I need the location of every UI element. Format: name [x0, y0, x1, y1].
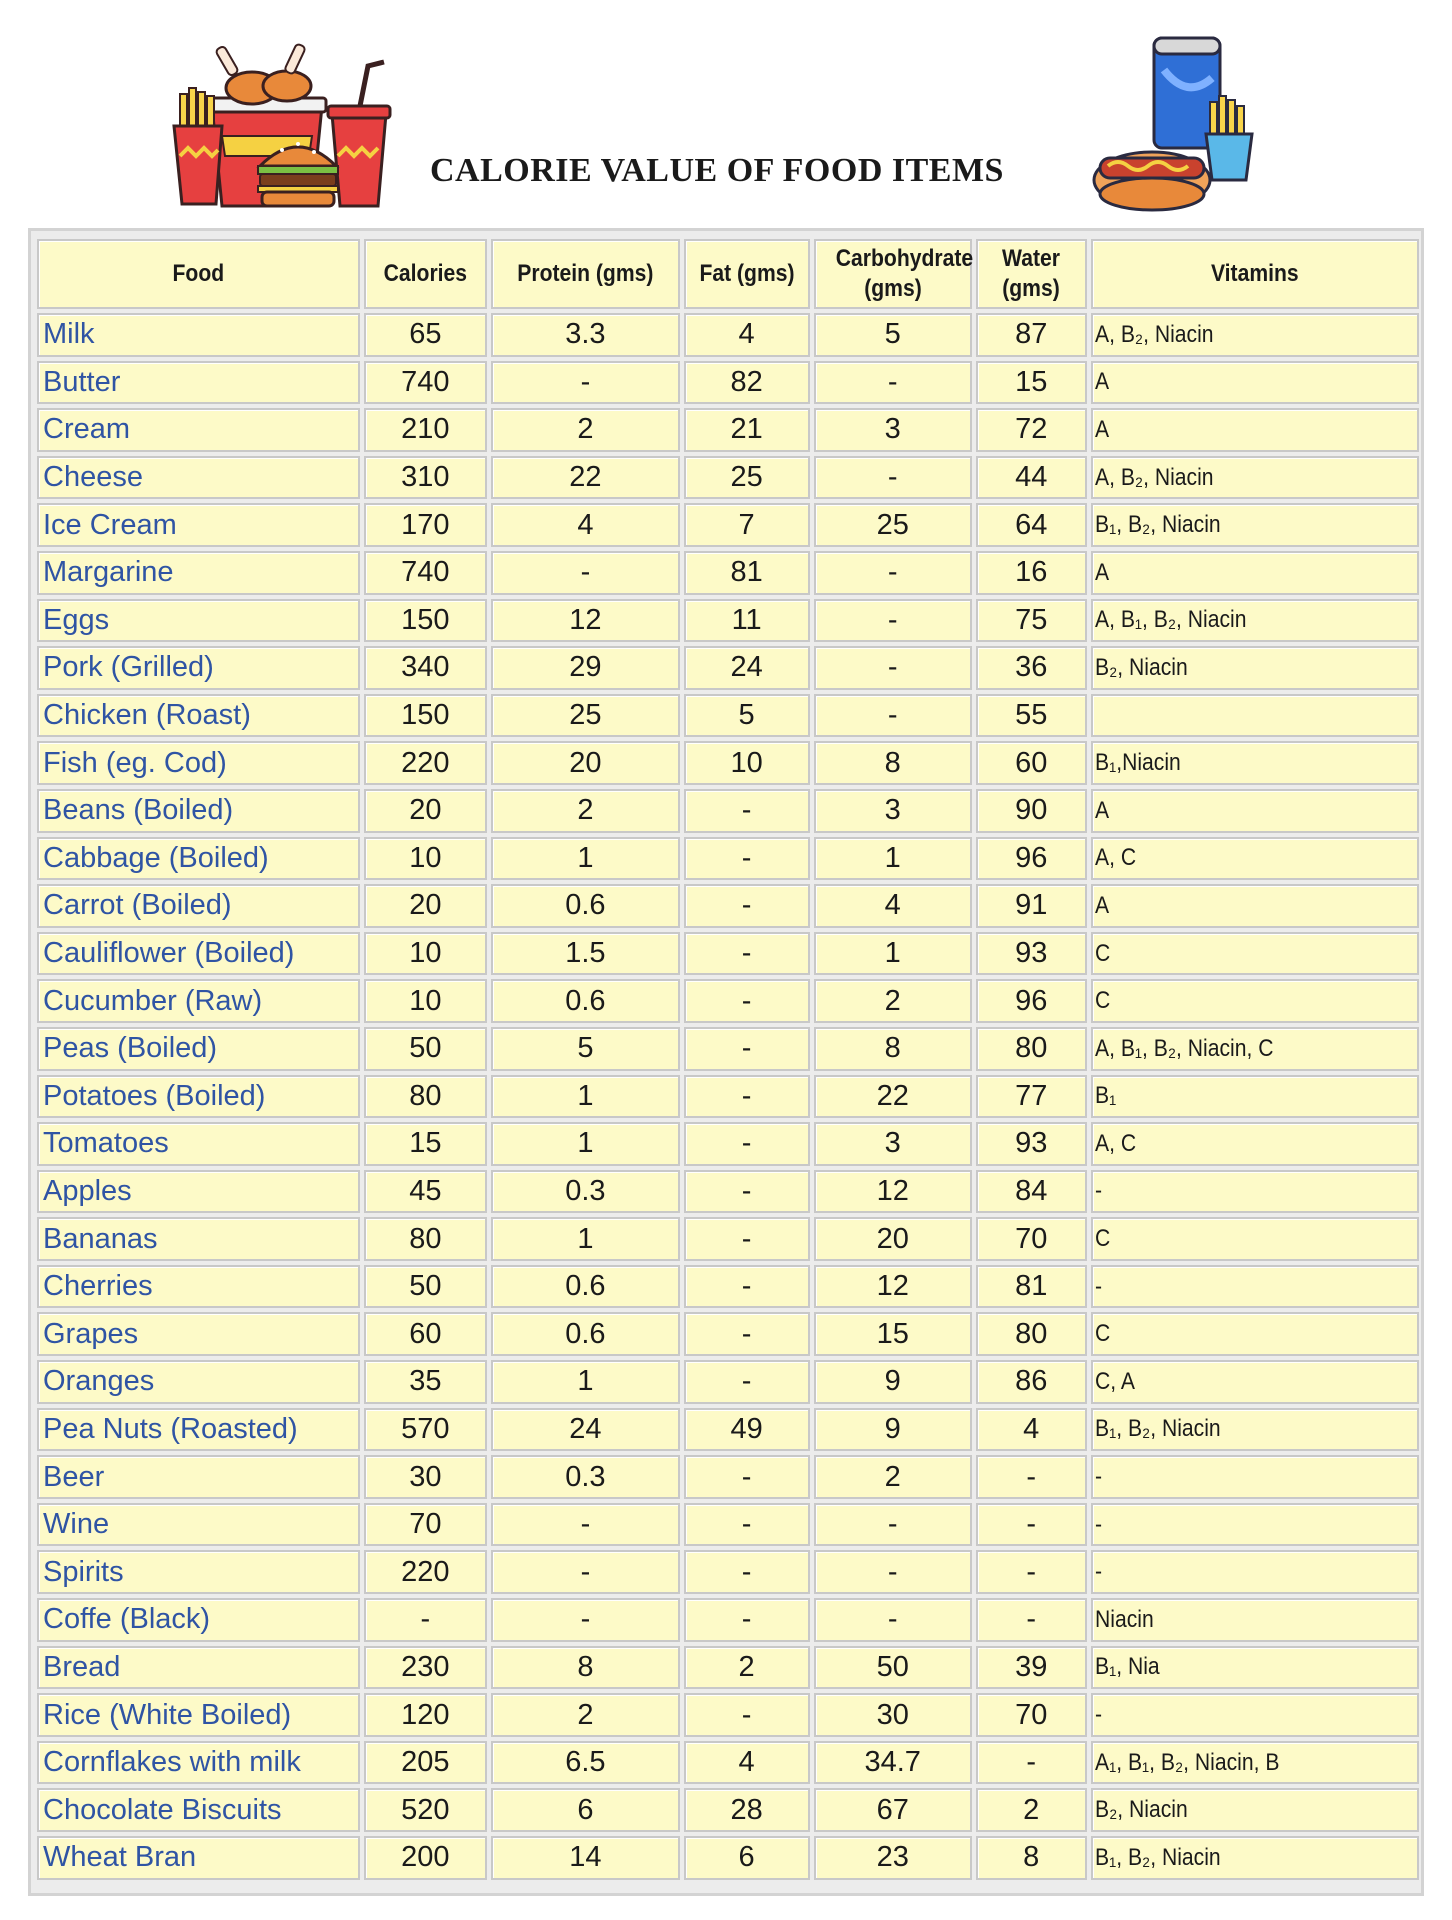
- food-name-cell: Beer: [37, 1455, 360, 1499]
- value-cell: -: [491, 551, 680, 595]
- value-cell: -: [684, 1027, 810, 1071]
- value-cell: 2: [491, 1693, 680, 1737]
- table-row: [37, 932, 1419, 976]
- vitamins-cell: -: [1091, 1455, 1419, 1499]
- vitamins-cell: -: [1091, 1265, 1419, 1309]
- vitamins-cell: B₁,Niacin: [1091, 741, 1419, 785]
- value-cell: 10: [364, 979, 487, 1023]
- value-cell: -: [491, 1503, 680, 1547]
- value-cell: 96: [976, 837, 1087, 881]
- food-name-cell: Chicken (Roast): [37, 694, 360, 738]
- value-cell: 96: [976, 979, 1087, 1023]
- value-cell: 16: [976, 551, 1087, 595]
- value-cell: 340: [364, 646, 487, 690]
- value-cell: -: [684, 1312, 810, 1356]
- food-name-cell: Margarine: [37, 551, 360, 595]
- page-header: [0, 0, 1452, 230]
- value-cell: 87: [976, 313, 1087, 357]
- value-cell: -: [684, 789, 810, 833]
- value-cell: 65: [364, 313, 487, 357]
- column-header: Protein (gms): [491, 239, 680, 309]
- column-header: Calories: [364, 239, 487, 309]
- value-cell: 310: [364, 456, 487, 500]
- value-cell: 81: [976, 1265, 1087, 1309]
- value-cell: 2: [684, 1646, 810, 1690]
- value-cell: 60: [976, 741, 1087, 785]
- value-cell: 36: [976, 646, 1087, 690]
- value-cell: 55: [976, 694, 1087, 738]
- value-cell: 67: [814, 1788, 972, 1832]
- value-cell: 80: [976, 1312, 1087, 1356]
- value-cell: 3.3: [491, 313, 680, 357]
- value-cell: -: [684, 1550, 810, 1594]
- vitamins-cell: C: [1091, 979, 1419, 1023]
- table-row: [37, 313, 1419, 357]
- food-name-cell: Coffe (Black): [37, 1598, 360, 1642]
- value-cell: 21: [684, 408, 810, 452]
- vitamins-cell: B₁, Nia: [1091, 1646, 1419, 1690]
- value-cell: 570: [364, 1408, 487, 1452]
- value-cell: 4: [684, 313, 810, 357]
- value-cell: 2: [491, 408, 680, 452]
- value-cell: 24: [491, 1408, 680, 1452]
- value-cell: 49: [684, 1408, 810, 1452]
- value-cell: 80: [364, 1217, 487, 1261]
- value-cell: -: [684, 837, 810, 881]
- value-cell: 7: [684, 503, 810, 547]
- value-cell: 75: [976, 599, 1087, 643]
- food-name-cell: Cabbage (Boiled): [37, 837, 360, 881]
- vitamins-cell: B₂, Niacin: [1091, 646, 1419, 690]
- value-cell: 10: [364, 837, 487, 881]
- value-cell: 8: [491, 1646, 680, 1690]
- value-cell: 6: [684, 1836, 810, 1880]
- value-cell: -: [814, 646, 972, 690]
- value-cell: 3: [814, 789, 972, 833]
- vitamins-cell: A, B₁, B₂, Niacin, C: [1091, 1027, 1419, 1071]
- food-name-cell: Carrot (Boiled): [37, 884, 360, 928]
- value-cell: 93: [976, 932, 1087, 976]
- value-cell: 11: [684, 599, 810, 643]
- table-row: [37, 599, 1419, 643]
- vitamins-cell: C: [1091, 1312, 1419, 1356]
- vitamins-cell: A: [1091, 884, 1419, 928]
- food-name-cell: Butter: [37, 361, 360, 405]
- table-row: [37, 1217, 1419, 1261]
- food-name-cell: Eggs: [37, 599, 360, 643]
- value-cell: 0.3: [491, 1170, 680, 1214]
- vitamins-cell: -: [1091, 1693, 1419, 1737]
- value-cell: 70: [976, 1693, 1087, 1737]
- food-name-cell: Cauliflower (Boiled): [37, 932, 360, 976]
- value-cell: 5: [814, 313, 972, 357]
- soda-hotdog-illustration: [1090, 30, 1275, 220]
- table-row: [37, 1122, 1419, 1166]
- value-cell: -: [684, 1075, 810, 1119]
- table-row: [37, 1075, 1419, 1119]
- food-name-cell: Grapes: [37, 1312, 360, 1356]
- value-cell: 84: [976, 1170, 1087, 1214]
- value-cell: 23: [814, 1836, 972, 1880]
- value-cell: 230: [364, 1646, 487, 1690]
- value-cell: 12: [814, 1170, 972, 1214]
- food-name-cell: Chocolate Biscuits: [37, 1788, 360, 1832]
- vitamins-cell: C: [1091, 932, 1419, 976]
- food-name-cell: Bananas: [37, 1217, 360, 1261]
- table-row: [37, 979, 1419, 1023]
- value-cell: -: [976, 1741, 1087, 1785]
- table-row: [37, 884, 1419, 928]
- table-row: [37, 361, 1419, 405]
- value-cell: 28: [684, 1788, 810, 1832]
- value-cell: 3: [814, 408, 972, 452]
- table-header-row: [37, 239, 1419, 309]
- value-cell: 1: [491, 1360, 680, 1404]
- vitamins-cell: A, B₁, B₂, Niacin: [1091, 599, 1419, 643]
- value-cell: 1: [814, 837, 972, 881]
- value-cell: 50: [364, 1027, 487, 1071]
- value-cell: 1: [491, 1122, 680, 1166]
- value-cell: 9: [814, 1360, 972, 1404]
- value-cell: 70: [976, 1217, 1087, 1261]
- value-cell: 44: [976, 456, 1087, 500]
- table-row: [37, 694, 1419, 738]
- value-cell: 20: [364, 789, 487, 833]
- table-row: [37, 1741, 1419, 1785]
- value-cell: -: [976, 1598, 1087, 1642]
- food-name-cell: Wine: [37, 1503, 360, 1547]
- food-name-cell: Peas (Boiled): [37, 1027, 360, 1071]
- table-row: [37, 1027, 1419, 1071]
- vitamins-cell: B₁, B₂, Niacin: [1091, 1408, 1419, 1452]
- value-cell: 80: [364, 1075, 487, 1119]
- calorie-table-frame: [28, 228, 1424, 1896]
- value-cell: 14: [491, 1836, 680, 1880]
- fast-food-illustration: [172, 36, 412, 212]
- value-cell: 64: [976, 503, 1087, 547]
- value-cell: -: [491, 1598, 680, 1642]
- value-cell: 15: [364, 1122, 487, 1166]
- value-cell: -: [491, 361, 680, 405]
- food-name-cell: Potatoes (Boiled): [37, 1075, 360, 1119]
- value-cell: 9: [814, 1408, 972, 1452]
- food-name-cell: Cream: [37, 408, 360, 452]
- value-cell: 34.7: [814, 1741, 972, 1785]
- value-cell: 3: [814, 1122, 972, 1166]
- food-name-cell: Fish (eg. Cod): [37, 741, 360, 785]
- food-name-cell: Rice (White Boiled): [37, 1693, 360, 1737]
- table-row: [37, 503, 1419, 547]
- value-cell: 740: [364, 551, 487, 595]
- value-cell: 80: [976, 1027, 1087, 1071]
- value-cell: 740: [364, 361, 487, 405]
- table-row: [37, 456, 1419, 500]
- vitamins-cell: C, A: [1091, 1360, 1419, 1404]
- value-cell: 10: [684, 741, 810, 785]
- value-cell: 45: [364, 1170, 487, 1214]
- value-cell: 86: [976, 1360, 1087, 1404]
- table-row: [37, 1360, 1419, 1404]
- value-cell: 4: [491, 503, 680, 547]
- table-row: [37, 1836, 1419, 1880]
- value-cell: 20: [814, 1217, 972, 1261]
- value-cell: 1: [491, 1217, 680, 1261]
- value-cell: -: [814, 456, 972, 500]
- value-cell: -: [684, 979, 810, 1023]
- value-cell: 0.6: [491, 1265, 680, 1309]
- column-header: Food: [37, 239, 360, 309]
- value-cell: 10: [364, 932, 487, 976]
- value-cell: 81: [684, 551, 810, 595]
- vitamins-cell: A, C: [1091, 1122, 1419, 1166]
- value-cell: -: [684, 884, 810, 928]
- vitamins-cell: -: [1091, 1170, 1419, 1214]
- value-cell: 60: [364, 1312, 487, 1356]
- value-cell: 82: [684, 361, 810, 405]
- value-cell: -: [364, 1598, 487, 1642]
- vitamins-cell: A: [1091, 789, 1419, 833]
- value-cell: -: [684, 1455, 810, 1499]
- value-cell: 8: [814, 1027, 972, 1071]
- vitamins-cell: A, C: [1091, 837, 1419, 881]
- value-cell: 2: [814, 1455, 972, 1499]
- value-cell: 5: [684, 694, 810, 738]
- table-row: [37, 837, 1419, 881]
- value-cell: 30: [814, 1693, 972, 1737]
- value-cell: 77: [976, 1075, 1087, 1119]
- vitamins-cell: B₁, B₂, Niacin: [1091, 1836, 1419, 1880]
- value-cell: -: [684, 1217, 810, 1261]
- value-cell: -: [814, 1503, 972, 1547]
- page-title: CALORIE VALUE OF FOOD ITEMS: [430, 152, 1004, 189]
- vitamins-cell: [1091, 694, 1419, 738]
- value-cell: -: [684, 1360, 810, 1404]
- value-cell: 39: [976, 1646, 1087, 1690]
- value-cell: 24: [684, 646, 810, 690]
- vitamins-cell: C: [1091, 1217, 1419, 1261]
- table-row: [37, 1408, 1419, 1452]
- food-name-cell: Pork (Grilled): [37, 646, 360, 690]
- value-cell: 4: [684, 1741, 810, 1785]
- vitamins-cell: B₂, Niacin: [1091, 1788, 1419, 1832]
- value-cell: 4: [814, 884, 972, 928]
- value-cell: 170: [364, 503, 487, 547]
- value-cell: 220: [364, 741, 487, 785]
- value-cell: 2: [814, 979, 972, 1023]
- value-cell: -: [684, 1503, 810, 1547]
- vitamins-cell: -: [1091, 1503, 1419, 1547]
- value-cell: 5: [491, 1027, 680, 1071]
- value-cell: -: [684, 1122, 810, 1166]
- value-cell: -: [976, 1503, 1087, 1547]
- value-cell: 25: [491, 694, 680, 738]
- table-row: [37, 1598, 1419, 1642]
- food-name-cell: Tomatoes: [37, 1122, 360, 1166]
- value-cell: -: [684, 1265, 810, 1309]
- value-cell: -: [684, 1170, 810, 1214]
- vitamins-cell: A: [1091, 361, 1419, 405]
- value-cell: -: [814, 551, 972, 595]
- food-name-cell: Pea Nuts (Roasted): [37, 1408, 360, 1452]
- table-row: [37, 789, 1419, 833]
- value-cell: 200: [364, 1836, 487, 1880]
- value-cell: 210: [364, 408, 487, 452]
- value-cell: -: [814, 1550, 972, 1594]
- value-cell: 12: [814, 1265, 972, 1309]
- value-cell: 520: [364, 1788, 487, 1832]
- value-cell: -: [976, 1455, 1087, 1499]
- value-cell: 50: [364, 1265, 487, 1309]
- value-cell: 2: [976, 1788, 1087, 1832]
- value-cell: 0.6: [491, 1312, 680, 1356]
- value-cell: 6.5: [491, 1741, 680, 1785]
- value-cell: 22: [814, 1075, 972, 1119]
- value-cell: 20: [491, 741, 680, 785]
- table-row: [37, 1503, 1419, 1547]
- vitamins-cell: A, B₂, Niacin: [1091, 313, 1419, 357]
- value-cell: 90: [976, 789, 1087, 833]
- column-header: Carbohydrate (gms): [814, 239, 972, 309]
- vitamins-cell: B₁: [1091, 1075, 1419, 1119]
- value-cell: -: [976, 1550, 1087, 1594]
- value-cell: 1: [814, 932, 972, 976]
- column-header: Fat (gms): [684, 239, 810, 309]
- value-cell: 30: [364, 1455, 487, 1499]
- value-cell: 0.3: [491, 1455, 680, 1499]
- value-cell: 15: [976, 361, 1087, 405]
- table-row: [37, 1788, 1419, 1832]
- food-name-cell: Bread: [37, 1646, 360, 1690]
- value-cell: -: [684, 1598, 810, 1642]
- value-cell: 91: [976, 884, 1087, 928]
- value-cell: 25: [814, 503, 972, 547]
- value-cell: -: [684, 932, 810, 976]
- value-cell: -: [814, 361, 972, 405]
- column-header: Vitamins: [1091, 239, 1419, 309]
- food-name-cell: Cherries: [37, 1265, 360, 1309]
- value-cell: -: [814, 694, 972, 738]
- food-name-cell: Cheese: [37, 456, 360, 500]
- value-cell: 6: [491, 1788, 680, 1832]
- value-cell: -: [814, 1598, 972, 1642]
- food-name-cell: Spirits: [37, 1550, 360, 1594]
- calorie-table: [33, 235, 1423, 1884]
- vitamins-cell: A: [1091, 408, 1419, 452]
- table-row: [37, 741, 1419, 785]
- value-cell: 20: [364, 884, 487, 928]
- value-cell: 70: [364, 1503, 487, 1547]
- value-cell: 72: [976, 408, 1087, 452]
- table-row: [37, 1693, 1419, 1737]
- value-cell: 12: [491, 599, 680, 643]
- vitamins-cell: A: [1091, 551, 1419, 595]
- value-cell: -: [491, 1550, 680, 1594]
- vitamins-cell: Niacin: [1091, 1598, 1419, 1642]
- food-name-cell: Wheat Bran: [37, 1836, 360, 1880]
- table-row: [37, 646, 1419, 690]
- food-name-cell: Milk: [37, 313, 360, 357]
- food-name-cell: Beans (Boiled): [37, 789, 360, 833]
- table-row: [37, 1646, 1419, 1690]
- value-cell: 220: [364, 1550, 487, 1594]
- vitamins-cell: A₁, B₁, B₂, Niacin, B: [1091, 1741, 1419, 1785]
- value-cell: 2: [491, 789, 680, 833]
- value-cell: 22: [491, 456, 680, 500]
- value-cell: -: [814, 599, 972, 643]
- table-row: [37, 408, 1419, 452]
- value-cell: 0.6: [491, 884, 680, 928]
- vitamins-cell: A, B₂, Niacin: [1091, 456, 1419, 500]
- value-cell: 50: [814, 1646, 972, 1690]
- value-cell: 8: [814, 741, 972, 785]
- value-cell: 15: [814, 1312, 972, 1356]
- value-cell: 25: [684, 456, 810, 500]
- value-cell: 150: [364, 599, 487, 643]
- value-cell: 120: [364, 1693, 487, 1737]
- value-cell: 1.5: [491, 932, 680, 976]
- table-row: [37, 1455, 1419, 1499]
- value-cell: 0.6: [491, 979, 680, 1023]
- value-cell: 205: [364, 1741, 487, 1785]
- value-cell: 150: [364, 694, 487, 738]
- value-cell: -: [684, 1693, 810, 1737]
- table-row: [37, 1265, 1419, 1309]
- vitamins-cell: B₁, B₂, Niacin: [1091, 503, 1419, 547]
- table-row: [37, 1170, 1419, 1214]
- value-cell: 1: [491, 837, 680, 881]
- food-name-cell: Cucumber (Raw): [37, 979, 360, 1023]
- value-cell: 8: [976, 1836, 1087, 1880]
- value-cell: 35: [364, 1360, 487, 1404]
- vitamins-cell: -: [1091, 1550, 1419, 1594]
- value-cell: 29: [491, 646, 680, 690]
- food-name-cell: Cornflakes with milk: [37, 1741, 360, 1785]
- food-name-cell: Ice Cream: [37, 503, 360, 547]
- value-cell: 4: [976, 1408, 1087, 1452]
- value-cell: 1: [491, 1075, 680, 1119]
- table-row: [37, 1312, 1419, 1356]
- table-row: [37, 551, 1419, 595]
- food-name-cell: Oranges: [37, 1360, 360, 1404]
- column-header: Water (gms): [976, 239, 1087, 309]
- value-cell: 93: [976, 1122, 1087, 1166]
- table-row: [37, 1550, 1419, 1594]
- food-name-cell: Apples: [37, 1170, 360, 1214]
